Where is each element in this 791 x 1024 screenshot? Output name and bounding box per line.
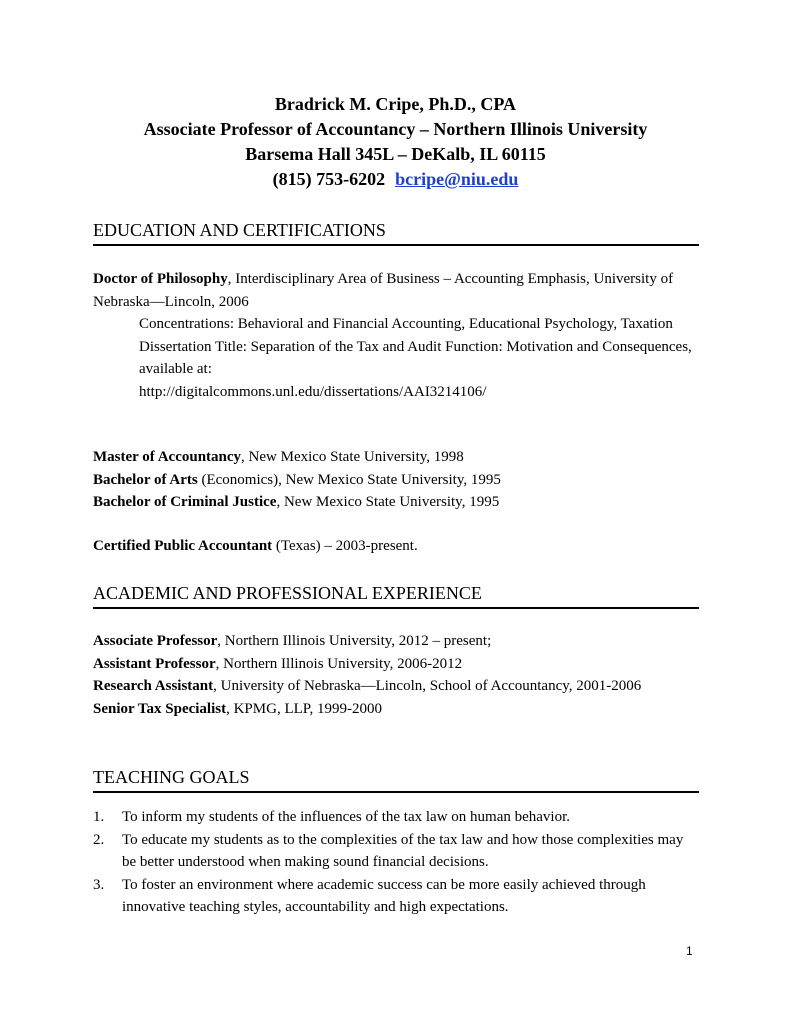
- role-detail: , University of Nebraska—Lincoln, School of Accountancy, 2001-2006: [213, 678, 642, 694]
- goal-number: 3.: [93, 876, 105, 893]
- list-item: [93, 806, 699, 829]
- experience-item: [93, 630, 699, 653]
- dissertation-url[interactable]: http://digitalcommons.unl.edu/dissertations/AAI3214106/: [139, 383, 487, 400]
- degree-name: Bachelor of Criminal Justice: [93, 494, 277, 510]
- degree-item: [93, 469, 699, 492]
- list-item: [93, 874, 699, 919]
- section-heading-teaching: TEACHING GOALS: [93, 766, 699, 793]
- degree-list: [93, 446, 699, 514]
- phd-entry: [93, 268, 699, 403]
- degree-detail: , New Mexico State University, 1998: [241, 449, 464, 465]
- experience-list: [93, 630, 699, 720]
- author-name: Bradrick M. Cripe, Ph.D., CPA: [274, 94, 517, 114]
- concentrations: Concentrations: Behavioral and Financial Accounting, Educational Psychology, Taxation: [139, 316, 673, 332]
- goal-number: 1.: [93, 809, 105, 825]
- certification-item: [93, 535, 699, 558]
- degree-detail: , New Mexico State University, 1995: [276, 494, 500, 510]
- list-item: [93, 829, 699, 874]
- degree-name: Master of Accountancy: [93, 449, 242, 465]
- role-name: Assistant Professor: [93, 655, 216, 672]
- goal-text: To inform my students of the influences of the tax law on human behavior.: [122, 809, 571, 825]
- cv-header: [0, 92, 791, 192]
- role-detail: , Northern Illinois University, 2012 – present;: [217, 633, 492, 649]
- role-name: Senior Tax Specialist: [93, 700, 227, 717]
- contact-line: [0, 167, 791, 192]
- role-detail: , KPMG, LLP, 1999-2000: [226, 700, 382, 717]
- author-address: Barsema Hall 345L – DeKalb, IL 60115: [245, 144, 546, 164]
- phd-line: [93, 268, 699, 313]
- phone-number: (815) 753-6202: [272, 169, 386, 189]
- degree-detail: (Economics), New Mexico State University, 1995: [197, 471, 501, 488]
- degree-item: [93, 491, 699, 514]
- role-name: Research Assistant: [93, 678, 214, 694]
- email-link[interactable]: bcripe@niu.edu: [395, 169, 519, 189]
- author-title: Associate Professor of Accountancy – Northern Illinois University: [143, 119, 648, 139]
- goal-number: 2.: [93, 831, 105, 848]
- experience-item: [93, 675, 699, 698]
- experience-item: [93, 698, 699, 721]
- section-heading-education: EDUCATION AND CERTIFICATIONS: [93, 219, 699, 246]
- goal-text: To foster an environment where academic success can be more easily achieved through innovative teaching styles, accountability and high expectations.: [122, 876, 646, 915]
- goal-text: To educate my students as to the complexities of the tax law and how those complexities may be better understood when making sound financial decisions.: [122, 831, 684, 870]
- degree-item: [93, 446, 699, 469]
- role-name: Associate Professor: [93, 633, 218, 649]
- degree-name: Doctor of Philosophy: [93, 271, 228, 287]
- section-heading-experience: ACADEMIC AND PROFESSIONAL EXPERIENCE: [93, 582, 699, 609]
- certification-detail: (Texas) – 2003-present.: [272, 538, 418, 554]
- experience-item: [93, 653, 699, 676]
- role-detail: , Northern Illinois University, 2006-2012: [215, 655, 463, 672]
- teaching-goals-list: [93, 806, 699, 919]
- certification-name: Certified Public Accountant: [93, 538, 273, 554]
- degree-detail: , Interdisciplinary Area of Business – Accounting Emphasis, University of Nebraska—Lincoln, 2006: [93, 271, 674, 310]
- page-number: 1: [686, 944, 693, 958]
- dissertation-title: Dissertation Title: Separation of the Tax and Audit Function: Motivation and Consequences, available at:: [139, 338, 692, 377]
- degree-name: Bachelor of Arts: [93, 471, 198, 488]
